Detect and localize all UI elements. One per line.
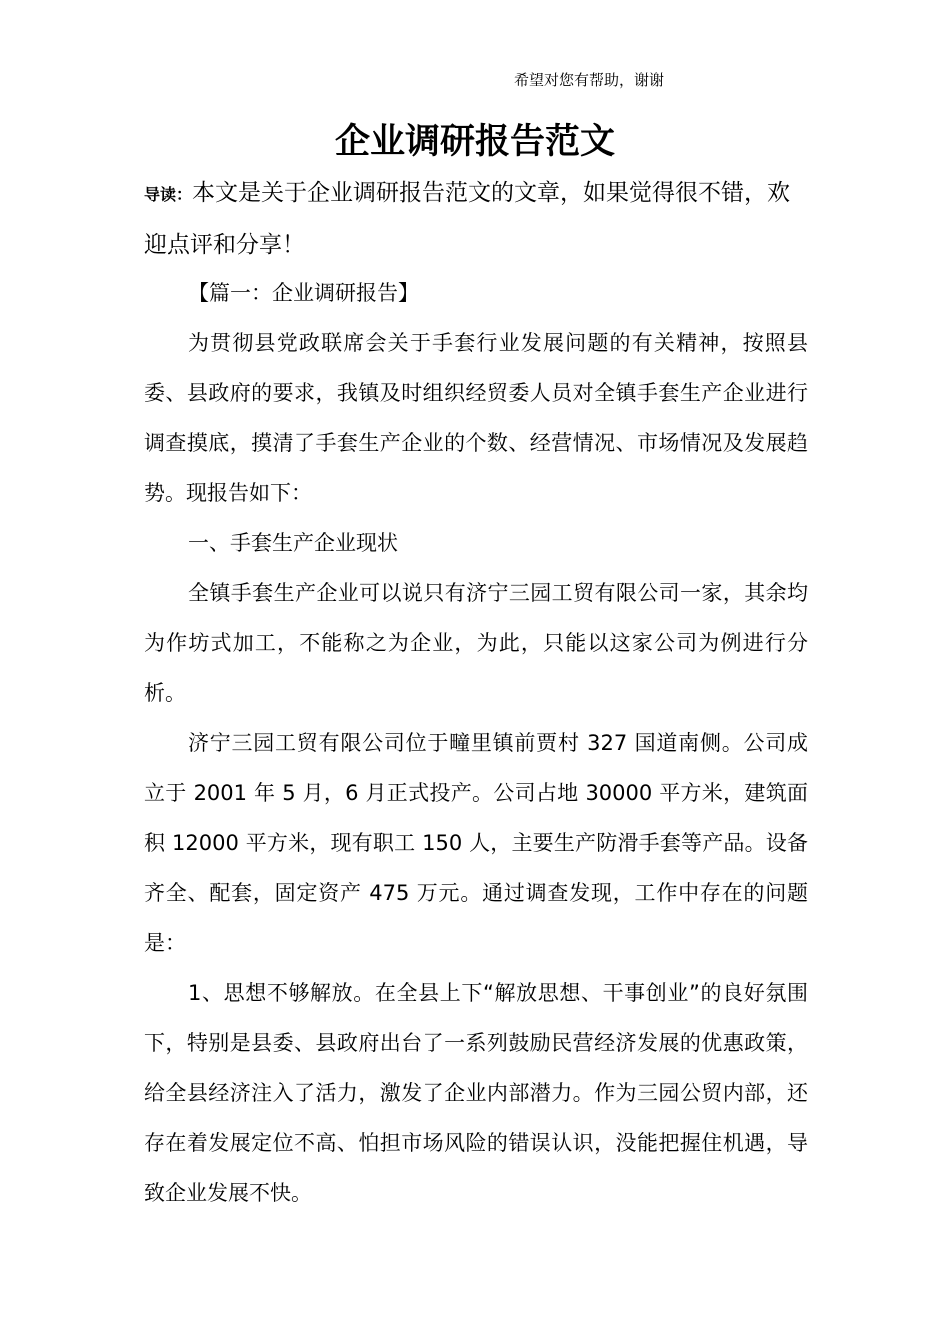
paragraph-company-profile: 济宁三园工贸有限公司位于疃里镇前贾村 327 国道南侧。公司成立于 2001 年 5 月，6 月正式投产。公司占地 30000 平方米，建筑面积 12000 平方米，现有职工 150 人，主要生产防滑手套等产品。设备齐全、配套，固定资产 475 万元。通过调查发现，工作中存在的问题是： — [144, 731, 808, 955]
paragraph-problem-one: 1、思想不够解放。在全县上下“解放思想、干事创业”的良好氛围下，特别是县委、县政府出台了一系列鼓励民营经济发展的优惠政策，给全县经济注入了活力，激发了企业内部潜力。作为三园公贸内部，还存在着发展定位不高、怕担市场风险的错误认识，没能把握住机遇，导致企业发展不快。 — [144, 981, 808, 1205]
document-title: 企业调研报告范文 — [334, 122, 615, 162]
paragraph-purpose: 为贯彻县党政联席会关于手套行业发展问题的有关精神，按照县委、县政府的要求，我镇及时组织经贸委人员对全镇手套生产企业进行调查摸底，摸清了手套生产企业的个数、经营情况、市场情况及发展趋势。现报告如下： — [144, 331, 808, 505]
document-body — [144, 168, 808, 1218]
paragraph-overview: 全镇手套生产企业可以说只有济宁三园工贸有限公司一家，其余均为作坊式加工，不能称之为企业，为此，只能以这家公司为例进行分析。 — [144, 581, 808, 705]
section-heading-chapter-one: 【篇一：企业调研报告】 — [188, 281, 419, 305]
section-heading-status: 一、手套生产企业现状 — [188, 531, 398, 555]
intro-paragraph — [144, 168, 808, 268]
header-note: 希望对您有帮助，谢谢 — [514, 71, 665, 89]
intro-label: 导读： — [144, 185, 193, 204]
intro-text: 本文是关于企业调研报告范文的文章，如果觉得很不错，欢迎点评和分享！ — [144, 180, 791, 258]
